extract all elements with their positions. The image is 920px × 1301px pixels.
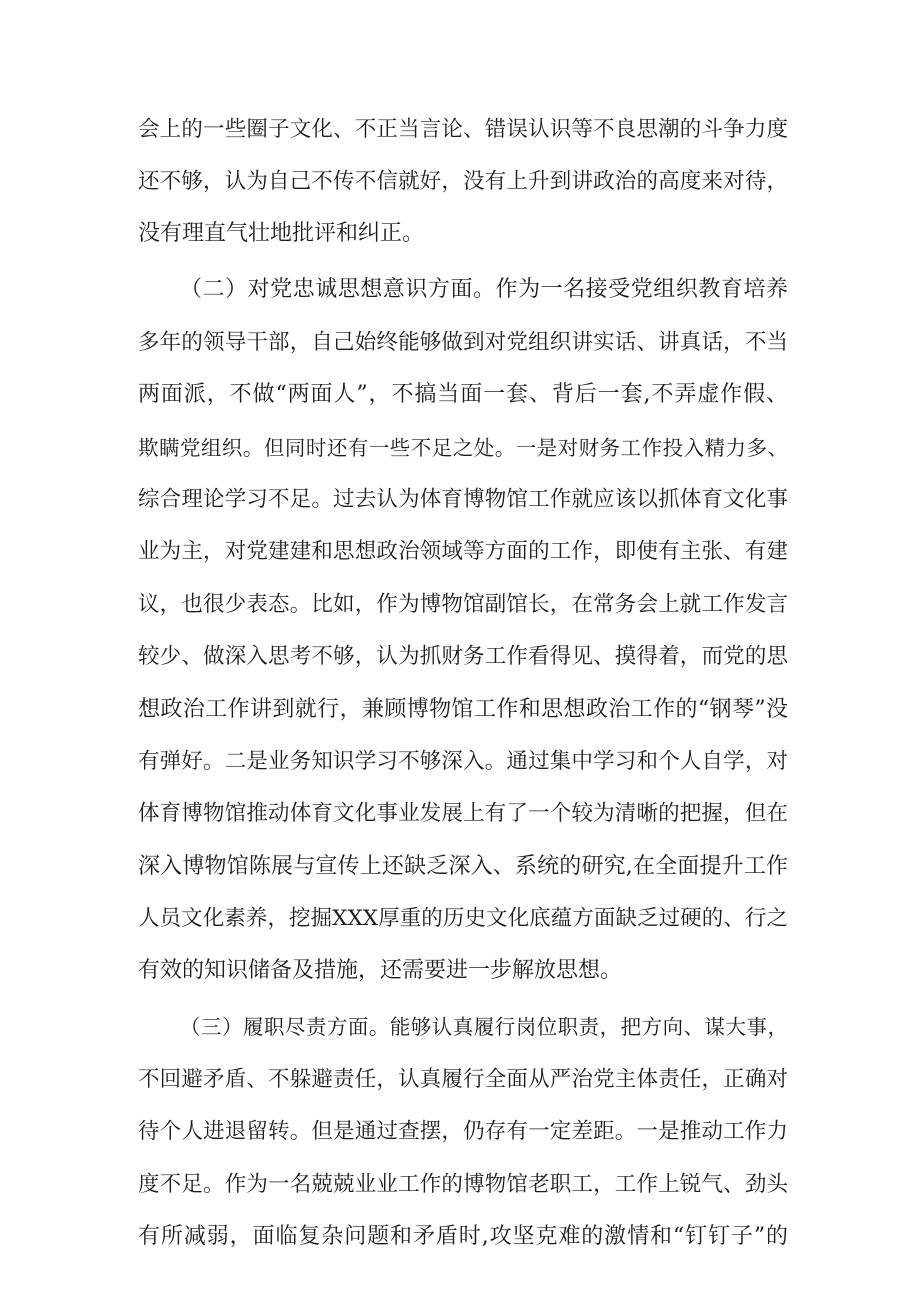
text-line: 会上的一些圈子文化、不正当言论、错误认识等不良思潮的斗争力度 [138,117,788,142]
text-line: 度不足。作为一名兢兢业业工作的博物馆老职工，工作上锐气、劲头 [138,1172,788,1197]
paragraph-first-line: （二）对党忠诚思想意识方面。作为一名接受党组织教育培养 [180,277,788,302]
text-line: 还不够，认为自己不传不信就好，没有上升到讲政治的高度来对待， [138,169,788,194]
text-line: 欺瞒党组织。但同时还有一些不足之处。一是对财务工作投入精力多、 [138,436,788,460]
text-line: 议，也很少表态。比如，作为博物馆副馆长，在常务会上就工作发言 [138,592,788,617]
text-line: 业为主，对党建建和思想政治领域等方面的工作，即使有主张、有建 [138,539,788,564]
text-line: 不回避矛盾、不躲避责任，认真履行全面从严治党主体责任，正确对 [138,1067,788,1092]
text-line: 两面派，不做“两面人”，不搞当面一套、背后一套,不弄虚作假、 [138,382,788,407]
text-line: 人员文化素养，挖掘XXX厚重的历史文化底蕴方面缺乏过硬的、行之 [138,906,788,931]
text-line: 较少、做深入思考不够，认为抓财务工作看得见、摸得着，而党的思 [138,644,788,669]
text-line: 想政治工作讲到就行，兼顾博物馆工作和思想政治工作的“钢琴”没 [138,697,788,722]
text-line: 有效的知识储备及措施，还需要进一步解放思想。 [138,958,623,983]
text-line: 深入博物馆陈展与宣传上还缺乏深入、系统的研究,在全面提升工作 [138,854,788,879]
text-line: 综合理论学习不足。过去认为体育博物馆工作就应该以抓体育文化事 [138,487,788,512]
paragraph-first-line: （三）履职尽责方面。能够认真履行岗位职责，把方向、谋大事， [180,1015,788,1039]
text-line: 多年的领导干部，自己始终能够做到对党组织讲实话、讲真话，不当 [138,330,788,355]
text-line: 待个人进退留转。但是通过查摆，仍存有一定差距。一是推动工作力 [138,1119,788,1144]
text-line: 没有理直气壮地批评和纠正。 [138,221,425,246]
text-line: 体育博物馆推动体育文化事业发展上有了一个较为清晰的把握，但在 [138,801,788,826]
text-line: 有所减弱，面临复杂问题和矛盾时,攻坚克难的激情和“钉钉子”的 [138,1224,788,1249]
text-line: 有弹好。二是业务知识学习不够深入。通过集中学习和个人自学，对 [138,749,788,774]
